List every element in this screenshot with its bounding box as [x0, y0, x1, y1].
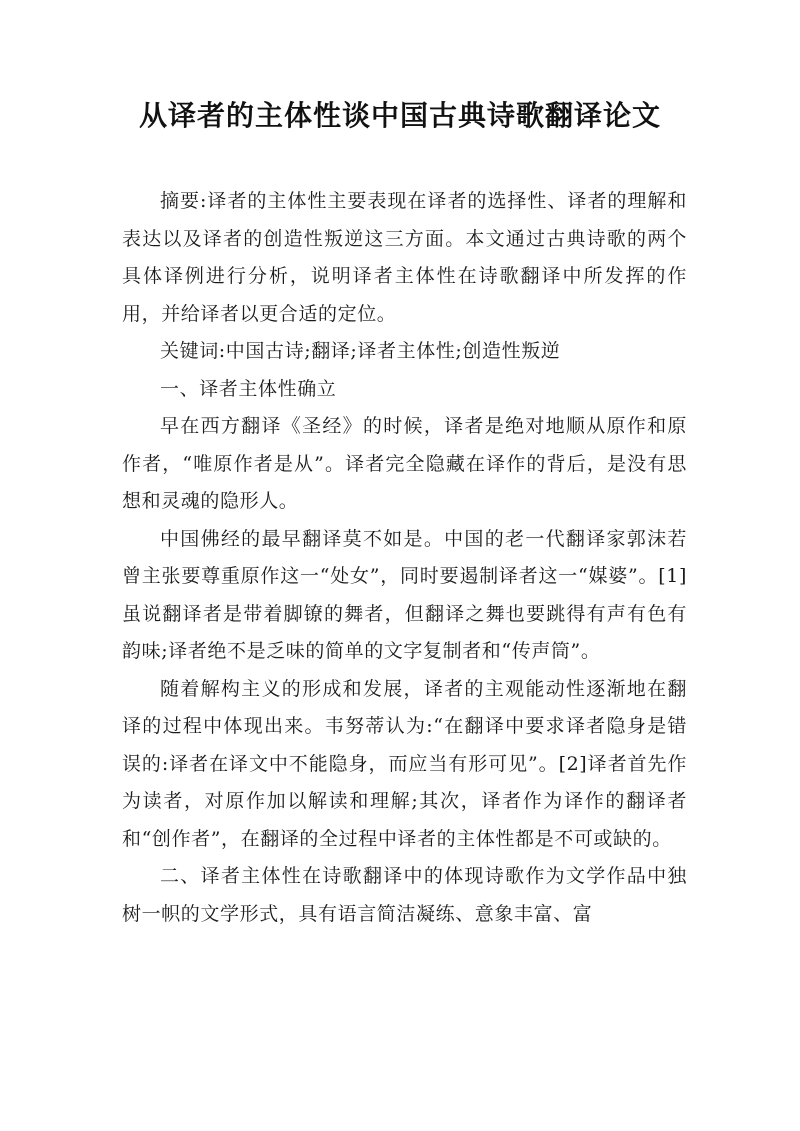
keywords-paragraph: 关键词:中国古诗;翻译;译者主体性;创造性叛逆 [160, 340, 561, 362]
section-heading-2-paragraph: 二、译者主体性在诗歌翻译中的体现诗歌作为文学作品中独树一帜的文学形式，具有语言简洁凝练、意象丰富、富 [122, 865, 687, 925]
section-heading-1: 一、译者主体性确立 [160, 377, 337, 400]
body-paragraph: 随着解构主义的形成和发展，译者的主观能动性逐渐地在翻译的过程中体现出来。韦努蒂认为:“在翻译中要求译者隐身是错误的:译者在译文中不能隐身，而应当有形可见”。[2]译者首先作为读者，对原作加以解读和理解;其次，译者作为译作的翻译者和“创作者”，在翻译的全过程中译者的主体性都是不可或缺的。 [122, 677, 687, 850]
body-paragraph: 中国佛经的最早翻译莫不如是。中国的老一代翻译家郭沫若曾主张要尊重原作这一“处女”，同时要遏制译者这一“媒婆”。[1]虽说翻译者是带着脚镣的舞者，但翻译之舞也要跳得有声有色有韵味;译者绝不是乏味的简单的文字复制者和“传声筒”。 [122, 527, 687, 662]
document-title: 从译者的主体性谈中国古典诗歌翻译论文 [138, 99, 661, 132]
abstract-paragraph: 摘要:译者的主体性主要表现在译者的选择性、译者的理解和表达以及译者的创造性叛逆这三方面。本文通过古典诗歌的两个具体译例进行分析，说明译者主体性在诗歌翻译中所发挥的作用，并给译者以更合适的定位。 [122, 190, 687, 325]
document-body [122, 183, 687, 933]
body-paragraph: 早在西方翻译《圣经》的时候，译者是绝对地顺从原作和原作者，“唯原作者是从”。译者完全隐藏在译作的背后，是没有思想和灵魂的隐形人。 [122, 415, 687, 512]
